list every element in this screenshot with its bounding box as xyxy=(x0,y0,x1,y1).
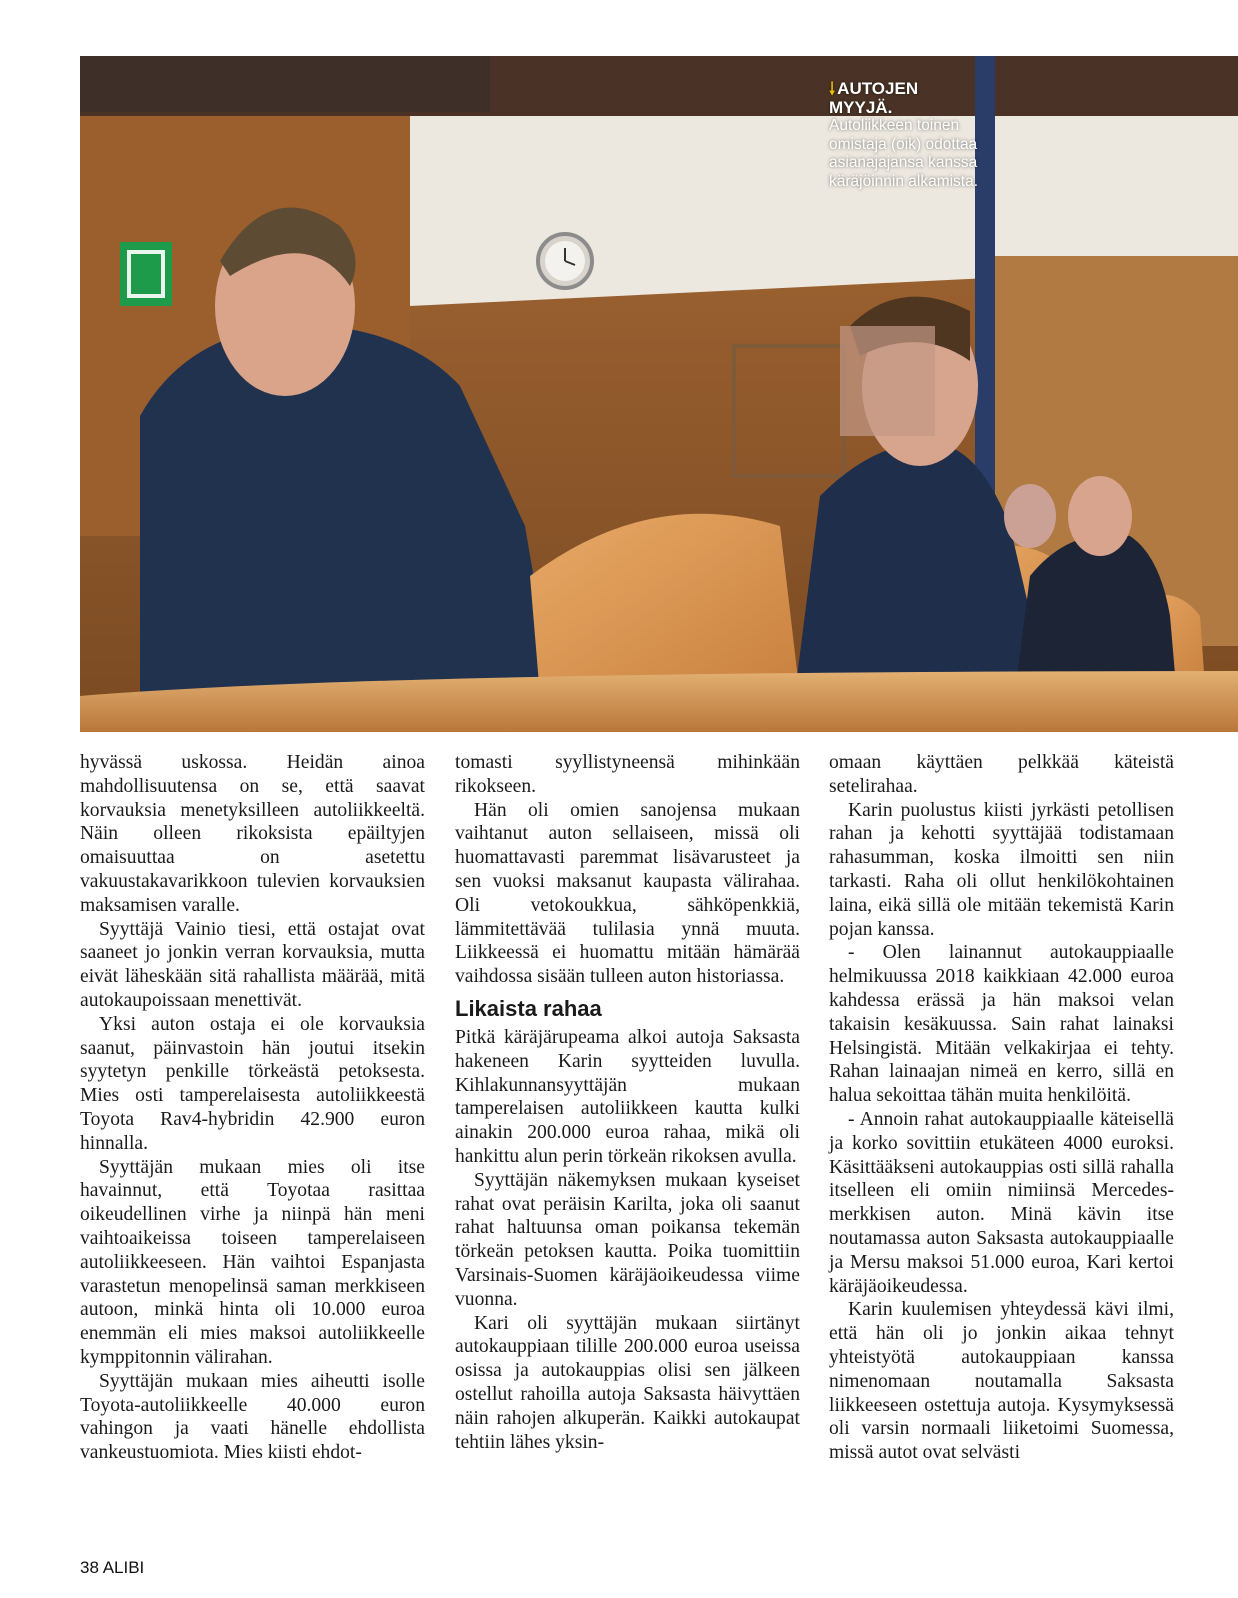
courtroom-photo xyxy=(80,56,1238,732)
section-heading: Likaista rahaa xyxy=(455,995,602,1021)
article-paragraph: Syyttäjän mukaan mies aiheutti isolle Toyota-autoliikkeelle 40.000 euron vahingon ja vaati hänelle ehdollista vankeustuomiota. Mies kiisti ehdot- xyxy=(80,1370,425,1464)
article-paragraph: - Olen lainannut autokauppiaalle helmikuussa 2018 kaikkiaan 42.000 euroa kahdessa erässä ja hän maksoi velan takaisin kesäkuussa. Sain rahat lainaksi Helsingistä. Mitään velkakirjaa ei tehty. Rahan lainaajan nimeä en kerro, sillä en halua sekoittaa tähän muita henkilöitä. xyxy=(829,942,1174,1107)
article-paragraph: omaan käyttäen pelkkää käteistä setelirahaa. xyxy=(829,752,1174,797)
page-folio: 38 ALIBI xyxy=(80,1558,145,1577)
article-paragraph: Syyttäjä Vainio tiesi, että ostajat ovat saaneet jo jonkin verran korvauksia, mutta eivät läheskään sitä rahallista määrää, mitä autokaupoissaan menettivät. xyxy=(80,918,425,1011)
article-paragraph: tomasti syyllistyneensä mihinkään rikokseen. xyxy=(455,752,800,797)
caption-text: Autoliikkeen toinen omistaja (oik) odottaa asianajajansa kanssa käräjöinnin alkamista. xyxy=(829,117,979,190)
article-paragraph: Karin kuulemisen yhteydessä kävi ilmi, että hän oli jo jonkin aikaa tehnyt yhteistyötä autokauppiaan kanssa nimenomaan noutamalla Saksasta liikkeeseen ostettuja autoja. Kysymyksessä oli varsin normaali liiketoimi Suomessa, missä autot ovat selvästi xyxy=(829,1299,1174,1464)
article-column-1 xyxy=(80,751,425,1465)
courtroom-illustration xyxy=(80,56,1238,732)
article-paragraph: Karin puolustus kiisti jyrkästi petollisen rahan ja kehotti syyttäjää todistamaan rahasumman, koska ilmoitti sen niin tarkasti. Raha oli ollut henkilökohtainen laina, eikä sillä ole mitään tekemistä Karin pojan kanssa. xyxy=(829,799,1174,940)
article-column-2 xyxy=(455,751,800,1454)
article-paragraph: Kari oli syyttäjän mukaan siirtänyt autokauppiaan tilille 200.000 euroa useissa osissa ja autokauppias olisi sen jälkeen ostellut rahoilla autoja Saksasta häivyttäen näin rahojen alkuperän. Kaikki autokaupat tehtiin lähes yksin- xyxy=(455,1312,800,1453)
article-paragraph: Syyttäjän mukaan mies oli itse havainnut, että Toyotaa rasittaa oikeudellinen virhe ja niinpä hän meni vaihtoaikeissa toiseen tamperelaiseen autoliikkeeseen. Hän vaihtoi Espanjasta varastetun menopelinsä saman merkkiseen autoon, minkä hinta oli 10.000 euroa enemmän eli mies maksoi autoliikkeelle kymppitonnin välirahan. xyxy=(80,1156,425,1368)
caption-title: 🠓 AUTOJEN MYYJÄ. xyxy=(829,79,919,117)
article-paragraph: Syyttäjän näkemyksen mukaan kyseiset rahat ovat peräisin Karilta, joka oli saanut rahat haltuunsa oman poikansa tekemän törkeän petoksen kautta. Poika tuomittiin Varsinais-Suomen käräjäoikeudessa viime vuonna. xyxy=(455,1169,800,1310)
article-paragraph: Hän oli omien sanojensa mukaan vaihtanut auton sellaiseen, missä oli huomattavasti paremmat lisävarusteet ja sen vuoksi maksanut kaupasta välirahaa. Oli vetokoukkua, sähköpenkkiä, lämmitettävää tulilasia ynnä muuta. Liikkeessä ei huomattu mitään hämärää vaihdossa sisään tulleen auton historiassa. xyxy=(455,799,800,988)
arrow-down-icon: 🠓 xyxy=(829,79,836,98)
article-paragraph: Pitkä käräjärupeama alkoi autoja Saksasta hakeneen Karin syytteiden luvulla. Kihlakunnansyyttäjän mukaan tamperelaisen autoliikkeen kautta kulki ainakin 200.000 euroa rahaa, mikä oli hankittu alun perin törkeän rikoksen avulla. xyxy=(455,1026,800,1167)
article-paragraph: Yksi auton ostaja ei ole korvauksia saanut, päinvastoin hän joutui itsekin syytetyn penkille törkeästä petoksesta. Mies osti tamperelaisesta autoliikkeestä Toyota Rav4-hybridin 42.900 euron hinnalla. xyxy=(80,1013,425,1154)
article-column-3 xyxy=(829,751,1174,1465)
article-paragraph: hyvässä uskossa. Heidän ainoa mahdollisuutensa on se, että saavat korvauksia menetyksilleen autoliikkeeltä. Näin olleen rikoksista epäiltyjen omaisuuttaa on asetettu vakuustakavarikkoon tulevien korvauksien maksamisen varalle. xyxy=(80,752,425,916)
photo-caption xyxy=(829,79,979,191)
article-paragraph: - Annoin rahat autokauppiaalle käteisellä ja korko sovittiin etukäteen 4000 euroksi. Käsittääkseni autokauppias osti sillä rahalla itselleen eli omiin nimiinsä Mercedes-merkkisen auton. Minä kävin itse noutamassa auton Saksasta autokauppiaalle ja Mersu maksoi 51.000 euroa, Kari kertoi käräjäoikeudessa. xyxy=(829,1108,1174,1297)
